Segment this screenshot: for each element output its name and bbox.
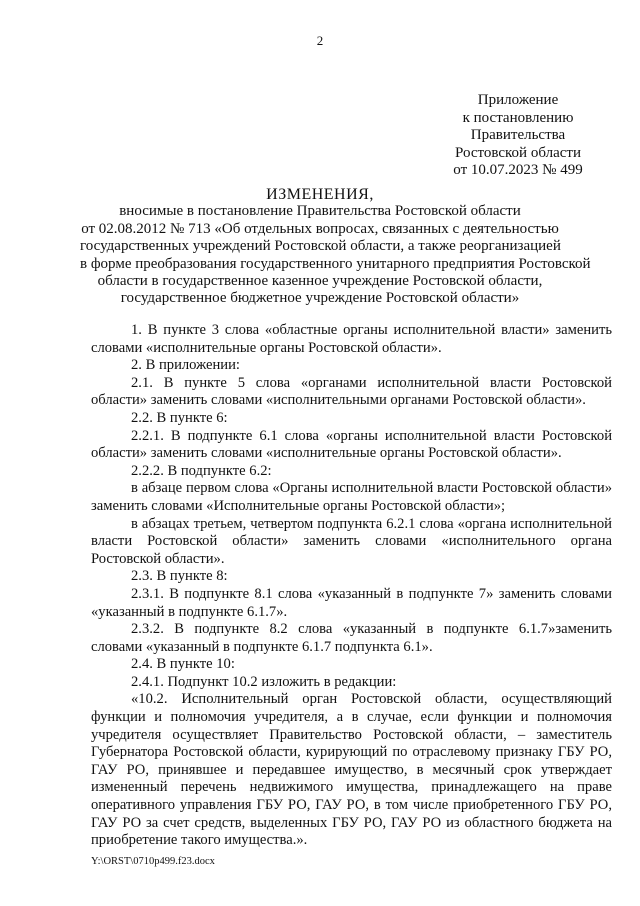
paragraph-abzac-first: в абзаце первом слова «Органы исполнительной власти Ростовской области» заменить словами «Исполнительные органы Ростовской области»; [91,480,612,514]
document-body [91,322,612,850]
title-line: государственных учреждений Ростовской области, а также реорганизацией [80,238,561,255]
title-heading: ИЗМЕНЕНИЯ, [266,186,374,203]
paragraph-2-3-1: 2.3.1. В подпункте 8.1 слова «указанный в подпункте 7» заменить словами «указанный в подпункте 6.1.7». [91,585,612,620]
paragraph-abzac-third-fourth: в абзацах третьем, четвертом подпункта 6.2.1 слова «органа исполнительной власти Ростовской области» заменить словами «исполнительного органа Ростовской области». [91,515,612,567]
appendix-line: Приложение [477,92,559,108]
title-line: в форме преобразования государственного унитарного предприятия Ростовской [80,255,591,272]
appendix-line: Правительства [470,127,566,143]
page-number: 2 [316,33,324,48]
title-line: области в государственное казенное учреждение Ростовской области, [97,273,543,290]
paragraph-10-2-text: «10.2. Исполнительный орган Ростовской области, осуществляющий функции и полномочия учредителя, а в случае, если функции и полномочия учредителя осуществляет Правительство Ростовской области, – заместитель Губернатора Ростовской области, курирующий по отраслевому признаку ГБУ РО, ГАУ РО, принявшее и передавшее имущество, в месячный срок утверждает измененный перечень недвижимого имущества, принадлежащего на праве оперативного управления ГБУ РО, ГАУ РО, в том числе приобретенного ГБУ РО, ГАУ РО за счет средств, выделенных ГБУ РО, ГАУ РО из областного бюджета на приобретение такого имущества.». [91,691,612,849]
appendix-line: от 10.07.2023 № 499 [453,162,583,178]
footer-file-path: Y:\ORST\0710p499.f23.docx [91,856,215,867]
title-line: от 02.08.2012 № 713 «Об отдельных вопросах, связанных с деятельностью [81,220,559,237]
paragraph-2-3-2: 2.3.2. В подпункте 8.2 слова «указанный в подпункте 6.1.7»заменить словами «указанный в подпункте 6.1.7 подпункта 6.1». [91,621,612,655]
document-title [80,186,591,308]
paragraph-2-4-1: 2.4.1. Подпункт 10.2 изложить в редакции: [131,673,397,690]
appendix-line: Ростовской области [455,144,581,161]
title-line: государственное бюджетное учреждение Ростовской области» [120,290,520,307]
paragraph-2-2-1: 2.2.1. В подпункте 6.1 слова «органы исполнительной власти Ростовской области» заменить словами «исполнительные органы Ростовской области». [91,427,612,462]
appendix-line: к постановлению [462,109,574,126]
paragraph-2: 2. В приложении: [131,357,240,374]
paragraph-2-3: 2.3. В пункте 8: [131,568,228,585]
appendix-block [438,92,598,180]
paragraph-2-4: 2.4. В пункте 10: [131,656,235,673]
paragraph-1: 1. В пункте 3 слова «областные органы исполнительной власти» заменить словами «исполнительные органы Ростовской области». [91,322,612,356]
paragraph-2-2: 2.2. В пункте 6: [131,409,228,426]
title-line: вносимые в постановление Правительства Ростовской области [119,203,521,220]
paragraph-2-1: 2.1. В пункте 5 слова «органами исполнительной власти Ростовской области» заменить словами «исполнительными органами Ростовской области». [91,374,612,409]
paragraph-2-2-2: 2.2.2. В подпункте 6.2: [131,462,272,479]
